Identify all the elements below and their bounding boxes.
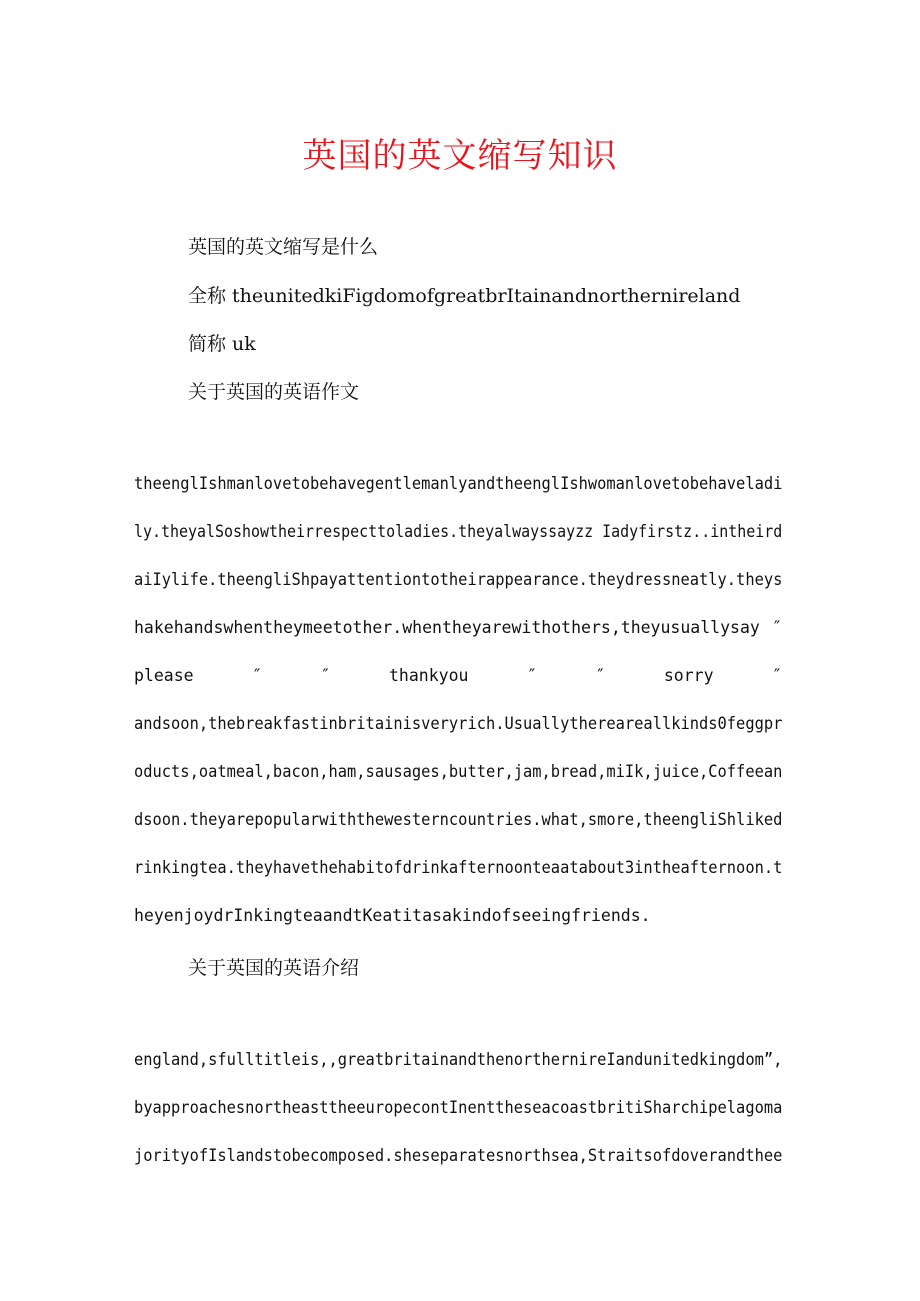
essay-line: dsoon.theyarepopularwiththewesterncountries.what,smore,theengliShliked xyxy=(134,810,783,829)
essay-line-spaced xyxy=(134,666,782,685)
heading-introduction: 关于英国的英语介绍 xyxy=(188,957,360,979)
essay-quote-mark: ″ xyxy=(320,666,331,685)
essay-quote-mark: ″ xyxy=(252,666,263,685)
short-name-line: 简称 uk xyxy=(188,333,256,355)
essay-line: hakehandswhentheymeetother.whentheyarewithothers,theyusuallysay xyxy=(134,618,760,637)
essay-line: theenglIshmanlovetobehavegentlemanlyandtheenglIshwomanlovetobehaveladi xyxy=(134,474,783,493)
essay-word: please xyxy=(134,666,194,685)
document-title: 英国的英文缩写知识 xyxy=(302,136,618,176)
essay-quote-mark: ″ xyxy=(595,666,606,685)
essay-quote-mark: ″ xyxy=(772,666,782,685)
heading-abbreviation-question: 英国的英文缩写是什么 xyxy=(188,236,379,258)
essay-quote-mark: ″ xyxy=(772,618,782,637)
essay-line: rinkingtea.theyhavethehabitofdrinkafternoonteaatabout3intheafternoon.t xyxy=(134,858,783,877)
essay-line: aiIylife.theengliShpayattentiontotheirappearance.theydressneatly.theys xyxy=(134,570,783,589)
intro-line: byapproachesnortheasttheeuropecontInenttheseacoastbritiSharchipelagoma xyxy=(134,1098,783,1117)
heading-essay: 关于英国的英语作文 xyxy=(188,381,360,403)
essay-line: andsoon,thebreakfastinbritainisveryrich.Usuallythereareallkinds0feggpr xyxy=(134,714,783,733)
essay-word: sorry xyxy=(663,666,714,685)
essay-line: ly.theyalSoshowtheirrespecttoladies.theyalwayssayzz Iadyfirstz..intheird xyxy=(134,522,783,541)
full-name-line: 全称 theunitedkiFigdomofgreatbrItainandnorthernireland xyxy=(188,285,741,307)
essay-line: heyenjoydrInkingteaandtKeatitasakindofseeingfriends. xyxy=(134,906,651,925)
intro-line: jorityofIslandstobecomposed.sheseparatesnorthsea,Straitsofdoverandthee xyxy=(134,1146,783,1165)
essay-line: oducts,oatmeal,bacon,ham,sausages,butter,jam,bread,miIk,juice,Coffeean xyxy=(134,762,783,781)
intro-line: england,sfulltitleis,,greatbritainandthenorthernireIandunitedkingdom”, xyxy=(134,1050,783,1069)
essay-quote-mark: ″ xyxy=(526,666,537,685)
essay-word: thankyou xyxy=(388,666,469,685)
